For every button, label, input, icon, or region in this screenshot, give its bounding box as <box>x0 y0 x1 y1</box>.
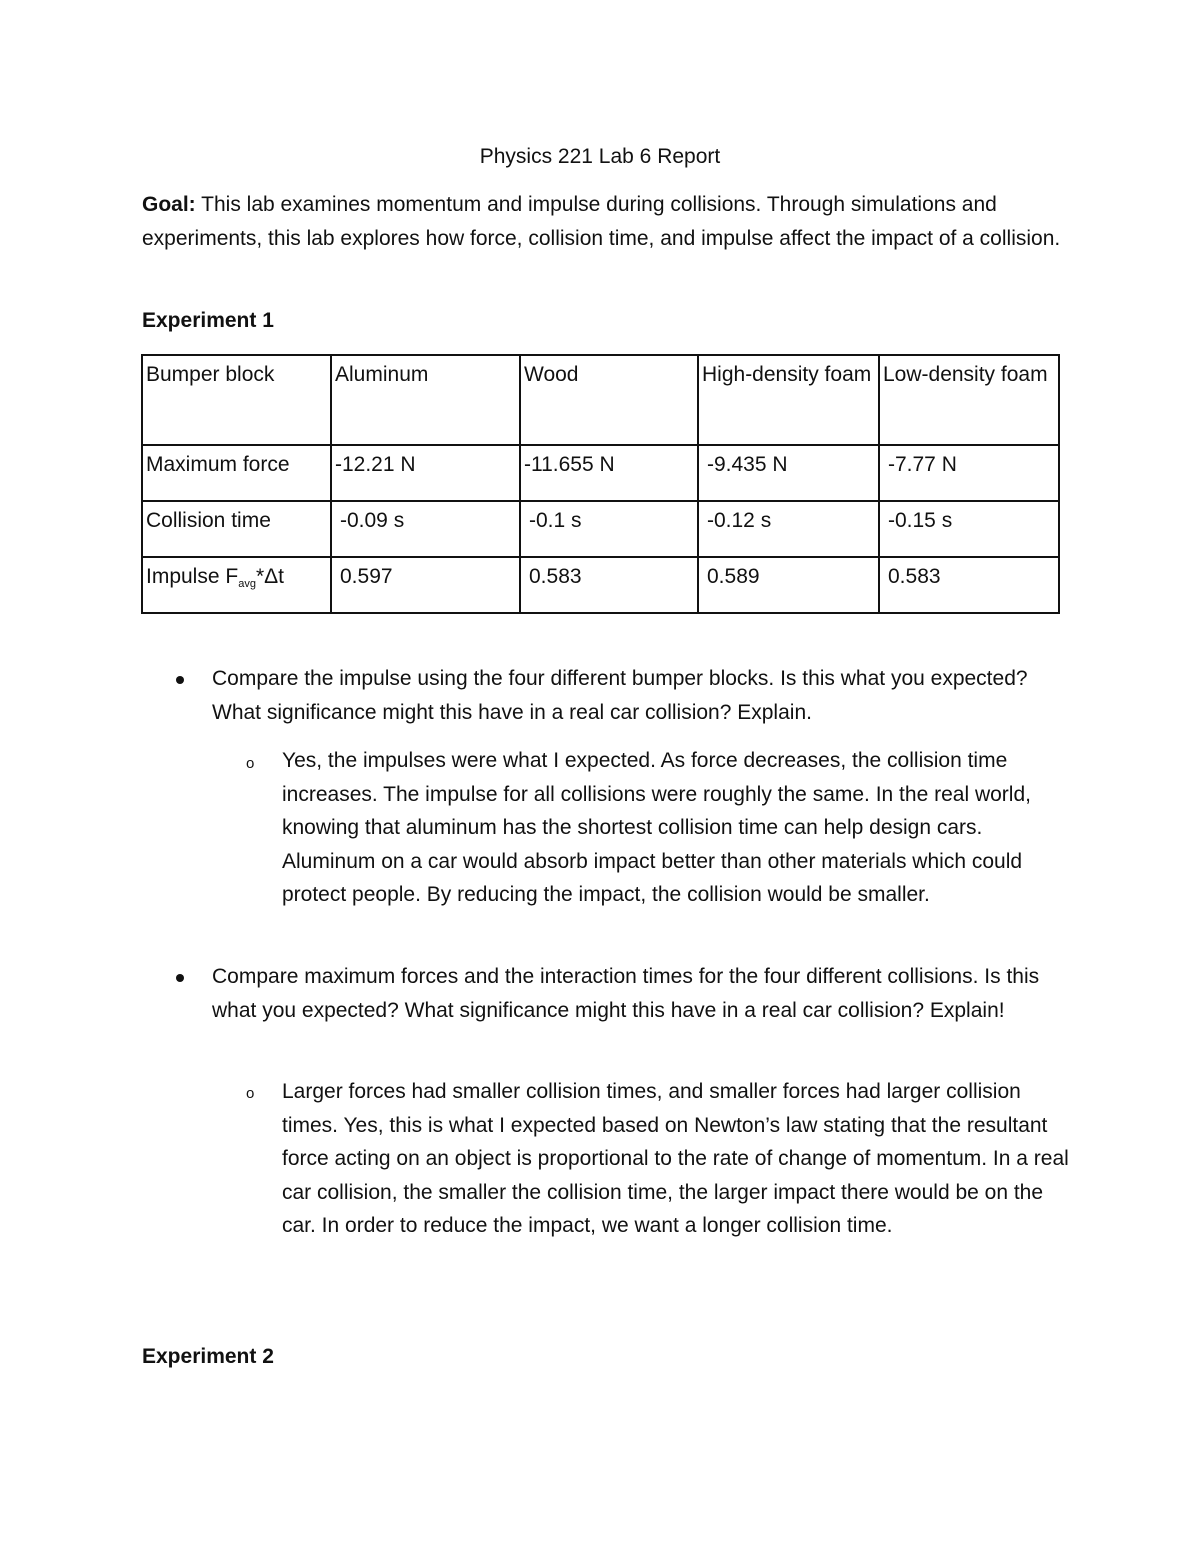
bullet-icon <box>176 676 184 684</box>
sub-bullet-marker: o <box>246 755 255 772</box>
experiment-2-heading: Experiment 2 <box>142 1345 274 1368</box>
table-header-cell: Bumper block <box>142 355 331 445</box>
goal-label: Goal: <box>142 193 196 216</box>
document-title: Physics 221 Lab 6 Report <box>479 145 721 168</box>
row-label <box>142 557 331 613</box>
bullet-icon <box>176 974 184 982</box>
sub-bullet-marker: o <box>246 1085 255 1102</box>
table-cell: -12.21 N <box>331 445 520 501</box>
question-text: Compare the impulse using the four different bumper blocks. Is this what you expected? What significance might this have in a real car collision? Explain. <box>212 667 1028 724</box>
answer-text: Larger forces had smaller collision times, and smaller forces had larger collision times. Yes, this is what I expected based on Newton’s law stating that the resultant force acting on an object is proportional to the rate of change of momentum. In a real car collision, the smaller the collision time, the larger impact there would be on the car. In order to reduce the impact, we want a longer collision time. <box>282 1080 1069 1237</box>
table-row <box>142 557 1059 613</box>
question-text: Compare maximum forces and the interaction times for the four different collisions. Is this what you expected? What significance might this have in a real car collision? Explain! <box>212 965 1040 1022</box>
table-header-row <box>142 355 1059 445</box>
table-cell: -0.15 s <box>879 501 1059 557</box>
table-cell: 0.589 <box>698 557 879 613</box>
table-header-cell: Wood <box>520 355 698 445</box>
goal-paragraph <box>142 188 1067 255</box>
table-cell: -9.435 N <box>698 445 879 501</box>
goal-text: This lab examines momentum and impulse during collisions. Through simulations and experiments, this lab explores how force, collision time, and impulse affect the impact of a collision. <box>142 193 1061 250</box>
table-cell: 0.583 <box>520 557 698 613</box>
table-cell: 0.583 <box>879 557 1059 613</box>
table-cell: 0.597 <box>331 557 520 613</box>
table-header-cell: High-density foam <box>698 355 879 445</box>
table-row <box>142 501 1059 557</box>
answer-text: Yes, the impulses were what I expected. As force decreases, the collision time increases. The impulse for all collisions were roughly the same. In the real world, knowing that aluminum has the shortest collision time can help design cars. Aluminum on a car would absorb impact better than other materials which could protect people. By reducing the impact, the collision would be smaller. <box>282 749 1031 906</box>
table-cell: -0.09 s <box>331 501 520 557</box>
row-label: Collision time <box>142 501 331 557</box>
table-header-cell: Low-density foam <box>879 355 1059 445</box>
table-cell: -0.12 s <box>698 501 879 557</box>
impulse-label-tail: *Δt <box>255 565 284 588</box>
experiment-1-heading: Experiment 1 <box>142 309 274 332</box>
row-label: Maximum force <box>142 445 331 501</box>
table-row <box>142 445 1059 501</box>
table-header-cell: Aluminum <box>331 355 520 445</box>
table-cell: -0.1 s <box>520 501 698 557</box>
table-cell: -7.77 N <box>879 445 1059 501</box>
table-cell: -11.655 N <box>520 445 698 501</box>
impulse-label-subscript: avg <box>238 578 256 590</box>
impulse-label-main: Impulse F <box>146 565 239 588</box>
experiment-1-table <box>141 354 1060 614</box>
